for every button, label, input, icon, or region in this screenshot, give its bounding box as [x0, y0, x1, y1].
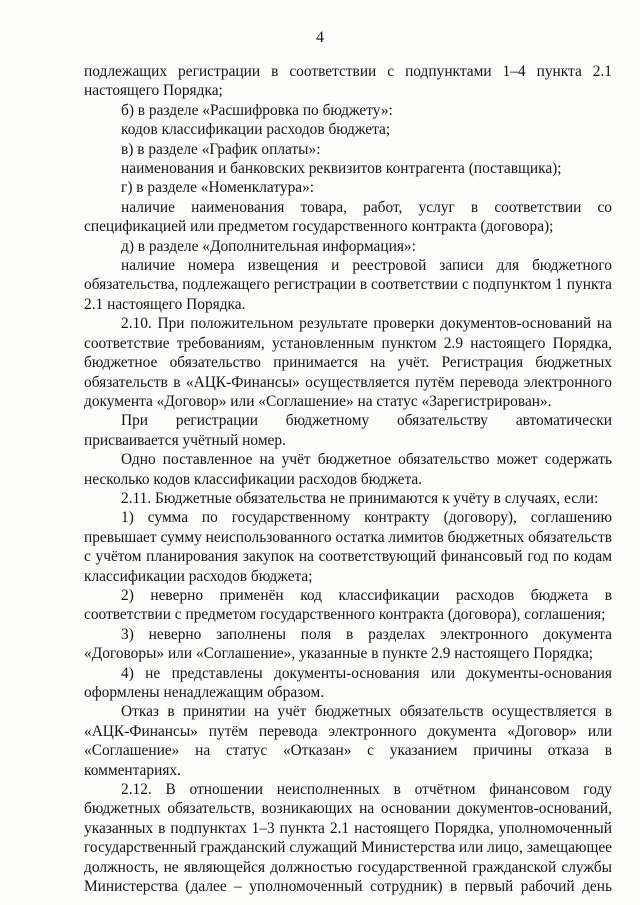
paragraph: подлежащих регистрации в соответствии с подпунктами 1–4 пункта 2.1 настоящего Порядка;: [84, 63, 612, 100]
paragraph: 2.10. При положительном результате проверки документов-оснований на соответствие требованиям, установленным пунктом 2.9 настоящего Порядка, бюджетное обязательство принимается на учёт. Регистрация бюджетных обязательств в «АЦК-Финансы» осуществляется путём перевода электронного документа «Договор» или «Соглашение» на статус «Зарегистрирован».: [84, 315, 612, 410]
paragraph: кодов классификации расходов бюджета;: [121, 121, 391, 139]
paragraph: д) в разделе «Дополнительная информация»:: [121, 237, 416, 255]
paragraph: 4) не представлены документы-основания или документы-основания оформлены ненадлежащим образом.: [84, 664, 612, 701]
paragraph: 2.12. В отношении неисполненных в отчётном финансовом году бюджетных обязательств, возникающих на основании документов-оснований, указанных в подпунктах 1–3 пункта 2.1 настоящего Порядка, уполномоченный государственный гражданский служащий Министерства или лицо, замещающее должность, не являющейся должностью государственной гражданской службы Министерства (далее – уполномоченный сотрудник) в первый рабочий день: [84, 781, 612, 896]
paragraph: 3) неверно заполнены поля в разделах электронного документа «Договоры» или «Соглашение», указанные в пункте 2.9 настоящего Порядка;: [84, 625, 612, 663]
paragraph: Отказ в принятии на учёт бюджетных обязательств осуществляется в «АЦК-Финансы» путём перевода электронного документа «Договор» или «Соглашение» на статус «Отказан» с указанием причины отказа в комментариях.: [84, 703, 612, 779]
paragraph: наименования и банковских реквизитов контрагента (поставщика);: [121, 160, 562, 178]
paragraph: При регистрации бюджетному обязательству автоматически присваивается учётный номер.: [84, 412, 612, 449]
paragraph: 2.11. Бюджетные обязательства не принимаются к учёту в случаях, если:: [121, 489, 599, 507]
paragraph: г) в разделе «Номенклатура»:: [121, 179, 315, 197]
paragraph: наличие номера извещения и реестровой записи для бюджетного обязательства, подлежащего регистрации в соответствии с подпунктом 1 пункта 2.1 настоящего Порядка.: [84, 257, 612, 313]
document-body: [84, 62, 612, 896]
paragraph: наличие наименования товара, работ, услуг в соответствии со спецификацией или предметом государственного контракта (договора);: [84, 198, 612, 236]
paragraph: 1) сумма по государственному контракту (договору), соглашению превышает сумму неиспользованного остатка лимитов бюджетных обязательств с учётом планирования закупок на соответствующий финансовый год по кодам классификации расходов бюджета;: [84, 509, 612, 585]
page-number: 4: [316, 29, 324, 46]
paragraph: Одно поставленное на учёт бюджетное обязательство может содержать несколько кодов классификации расходов бюджета.: [84, 451, 612, 488]
paragraph: 2) неверно применён код классификации расходов бюджета в соответствии с предметом государственного контракта (договора), соглашения;: [84, 586, 612, 624]
paragraph: в) в разделе «График оплаты»:: [121, 140, 321, 158]
paragraph: б) в разделе «Расшифровка по бюджету»:: [121, 101, 393, 119]
